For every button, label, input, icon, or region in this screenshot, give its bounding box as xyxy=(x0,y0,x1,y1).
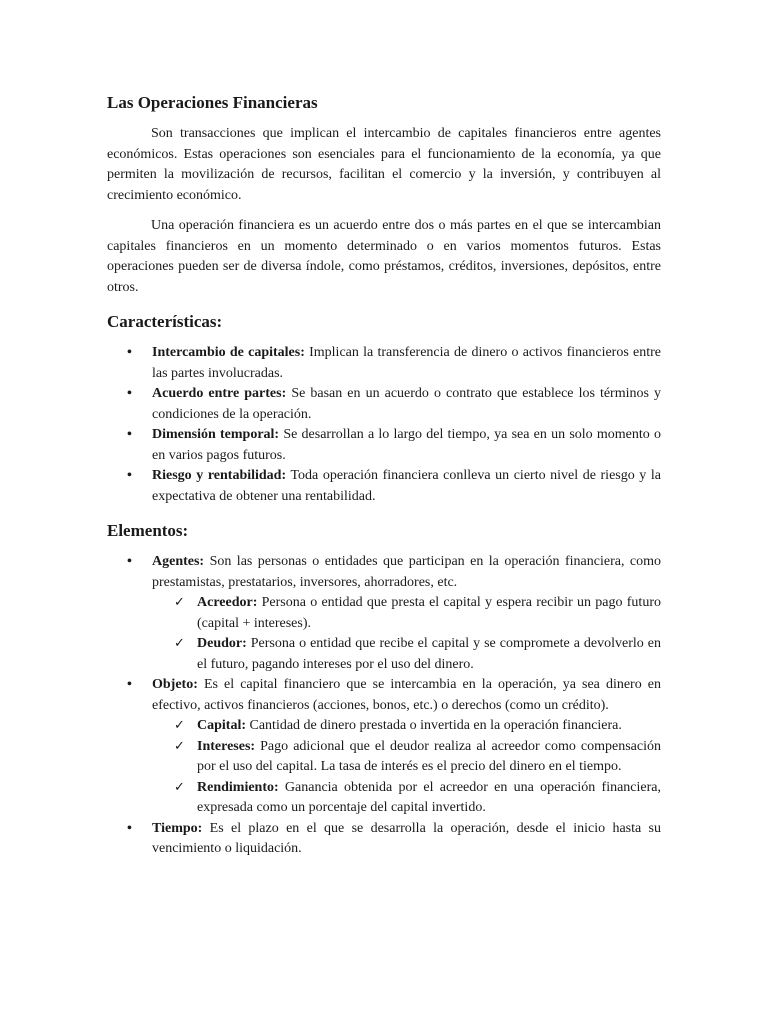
bullet-icon: • xyxy=(127,345,132,360)
caracteristica-item xyxy=(107,466,661,507)
caracteristicas-list xyxy=(107,343,661,507)
checkmark-icon: ✓ xyxy=(174,718,185,733)
item-text: Es el plazo en el que se desarrolla la operación, desde el inicio hasta su vencimiento o liquidación. xyxy=(152,820,661,856)
subitem-term: Rendimiento: xyxy=(197,779,279,795)
intro-paragraph-2: Una operación financiera es un acuerdo entre dos o más partes en el que se intercambian capitales financieros en un momento determinado o en varios momentos futuros. Estas operaciones pueden ser de diversa índole, como préstamos, créditos, inversiones, depósitos, entre otros. xyxy=(107,218,661,295)
intro-paragraph-1: Son transacciones que implican el intercambio de capitales financieros entre agentes económicos. Estas operaciones son esenciales para el funcionamiento de la economía, ya que permiten la movilización de recursos, facilitan el comercio y la inversión, y contribuyen al crecimiento económico. xyxy=(107,126,661,203)
bullet-icon: • xyxy=(127,386,132,401)
checkmark-icon: ✓ xyxy=(174,738,185,754)
agentes-sublist xyxy=(152,593,661,675)
document-page xyxy=(107,92,661,860)
item-text: Se basan en un acuerdo o contrato que establece los términos y condiciones de la operación. xyxy=(152,386,661,422)
item-text: Es el capital financiero que se intercambia en la operación, ya sea dinero en efectivo, activos financieros (acciones, bonos, etc.) o derechos (como un crédito). xyxy=(152,677,661,713)
subitem-term: Deudor: xyxy=(197,636,247,651)
caracteristicas-heading: Características: xyxy=(107,312,223,331)
subitem xyxy=(152,593,661,634)
item-text: Se desarrollan a lo largo del tiempo, ya sea en un solo momento o en varios pagos futuros. xyxy=(152,427,661,463)
checkmark-icon: ✓ xyxy=(174,595,185,610)
item-term: Acuerdo entre partes: xyxy=(152,386,287,401)
item-text: Implican la transferencia de dinero o activos financieros entre las partes involucradas. xyxy=(152,345,662,381)
bullet-icon: • xyxy=(127,427,132,442)
caracteristica-item xyxy=(107,384,661,425)
caracteristica-item xyxy=(107,425,661,466)
elementos-heading: Elementos: xyxy=(107,521,189,540)
bullet-icon: • xyxy=(127,468,132,483)
item-term: Tiempo: xyxy=(152,820,203,836)
checkmark-icon: ✓ xyxy=(174,779,185,795)
subitem xyxy=(152,634,661,675)
bullet-icon: • xyxy=(127,554,132,569)
subitem-term: Acreedor: xyxy=(197,595,258,610)
subitem-text: Persona o entidad que recibe el capital y se compromete a devolverlo en el futuro, pagando intereses por el uso del dinero. xyxy=(197,636,661,672)
elemento-item-objeto xyxy=(107,675,661,819)
item-text: Toda operación financiera conlleva un cierto nivel de riesgo y la expectativa de obtener una rentabilidad. xyxy=(152,468,661,504)
document-title: Las Operaciones Financieras xyxy=(107,93,318,112)
objeto-sublist xyxy=(152,716,661,819)
caracteristica-item xyxy=(107,343,661,384)
item-text: Son las personas o entidades que participan en la operación financiera, como prestamistas, prestatarios, inversores, ahorradores, etc. xyxy=(152,554,661,590)
subitem-text: Persona o entidad que presta el capital y espera recibir un pago futuro (capital + intereses). xyxy=(197,595,661,631)
item-term: Objeto: xyxy=(152,677,198,692)
subitem-text: Pago adicional que el deudor realiza al acreedor como compensación por el uso del capital. La tasa de interés es el precio del dinero en el tiempo. xyxy=(197,738,661,774)
item-term: Intercambio de capitales: xyxy=(152,345,305,360)
bullet-icon: • xyxy=(127,820,132,836)
elemento-item-agentes xyxy=(107,552,661,675)
subitem-term: Intereses: xyxy=(197,738,256,754)
subitem-text: Ganancia obtenida por el acreedor en una operación financiera, expresada como un porcentaje del capital invertido. xyxy=(197,779,661,815)
elementos-list xyxy=(107,552,661,860)
elemento-item-tiempo xyxy=(107,819,661,860)
bullet-icon: • xyxy=(127,677,132,692)
subitem-text: Cantidad de dinero prestada o invertida en la operación financiera. xyxy=(246,718,622,733)
checkmark-icon: ✓ xyxy=(174,636,185,651)
subitem xyxy=(152,778,661,819)
subitem xyxy=(152,716,661,737)
subitem-term: Capital: xyxy=(197,718,246,733)
item-term: Riesgo y rentabilidad: xyxy=(152,468,287,483)
item-term: Agentes: xyxy=(152,554,205,569)
subitem xyxy=(152,737,661,778)
item-term: Dimensión temporal: xyxy=(152,427,280,442)
